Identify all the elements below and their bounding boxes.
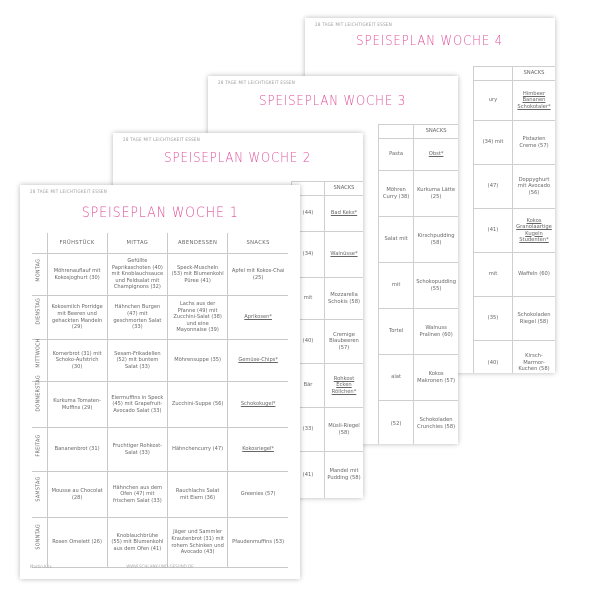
snack-cell: Himbeer Bananen Schokotaler*: [513, 81, 556, 121]
snack-cell: Schokopudding (55): [414, 263, 458, 309]
dinner-cell: Zucchini-Suppe (56): [168, 382, 228, 428]
meal-cell: mit: [292, 278, 325, 320]
footer-author: Martin Krix: [30, 564, 52, 569]
header-dinner: ABENDESSEN: [168, 233, 228, 254]
breakfast-cell: Möhrenauflauf mit Kokosjoghurt (30): [47, 254, 107, 296]
meal-cell: (34) mit: [474, 121, 513, 165]
meal-cell: (33): [292, 408, 325, 452]
snack-cell: Schokoladen Crunchies (58): [414, 401, 458, 445]
snack-cell: Kokosriegel*: [228, 428, 288, 472]
meal-cell: (41): [474, 209, 513, 253]
snack-cell: Waffeln (60): [513, 253, 556, 297]
page-supertitle: 28 TAGE MIT LEICHTIGKEIT ESSEN: [315, 22, 393, 27]
day-row: [32, 254, 288, 296]
day-label: DONNERSTAG: [32, 382, 47, 428]
snack-cell: Pfaudenmuffins (53): [228, 518, 288, 568]
snack-cell: Walnüsse*: [325, 232, 364, 278]
snack-cell: Mandel mit Pudding (58): [325, 452, 364, 498]
breakfast-cell: Rosen Omelett (26): [47, 518, 107, 568]
snack-cell: Obst*: [414, 139, 458, 171]
snack-cell: Pistazien Creme (57): [513, 121, 556, 165]
page-supertitle: 28 TAGE MIT LEICHTIGKEIT ESSEN: [30, 189, 108, 194]
meal-cell: alat: [379, 355, 414, 401]
meal-cell: (41): [292, 452, 325, 498]
meal-cell: (34): [292, 232, 325, 278]
page-title: SPEISEPLAN WOCHE 4: [356, 34, 504, 49]
snack-cell: Kurkuma Lätte (25): [414, 171, 458, 217]
snack-cell: Schokokugel*: [228, 382, 288, 428]
breakfast-cell: Kurkuma Tomaten-Muffins (29): [47, 382, 107, 428]
lunch-cell: Hähnchen aus dem Ofen (47) mit frischem Salat (33): [107, 472, 167, 518]
meal-cell: (52): [379, 401, 414, 445]
snack-cell: Greenies (57): [228, 472, 288, 518]
dinner-cell: Lachs aus der Pfanne (49) mit Zucchini-Salat (38) und eine Mayonnaise (39): [168, 296, 228, 340]
snack-cell: Walnuss Pralinen (60): [414, 309, 458, 355]
snack-cell: Mozzarella Schokis (58): [325, 278, 364, 320]
dinner-cell: Rauchlachs Salat mit Eiern (36): [168, 472, 228, 518]
meal-cell: ury: [474, 81, 513, 121]
meal-cell: (40): [292, 320, 325, 364]
snack-cell: Doppyghurt mit Avocado (56): [513, 165, 556, 209]
header-snacks: SNACKS: [228, 233, 288, 254]
meal-cell: Tortel: [379, 309, 414, 355]
day-label: DIENSTAG: [32, 296, 47, 340]
meal-cell: mit: [379, 263, 414, 309]
corner-cell: [32, 233, 47, 254]
day-label: SONNTAG: [32, 518, 47, 568]
meal-cell: (35): [474, 297, 513, 341]
snack-cell: Aprikosen*: [228, 296, 288, 340]
day-label: FREITAG: [32, 428, 47, 472]
lunch-cell: Knoblauchbrühe (55) mit Blumenkohl aus dem Ofen (41): [107, 518, 167, 568]
meal-cell: (47): [474, 165, 513, 209]
breakfast-cell: Kornerbrot (31) mit Schoko-Aufstrich (30): [47, 340, 107, 382]
lunch-cell: Hähnchen Burgen (47) mit geschmorten Salat (33): [107, 296, 167, 340]
meal-table: [378, 124, 458, 444]
snacks-header: SNACKS: [513, 67, 556, 81]
snack-cell: Schokoladen Riegel (58): [513, 297, 556, 341]
meal-cell: Salat mit: [379, 217, 414, 263]
page-supertitle: 28 TAGE MIT LEICHTIGKEIT ESSEN: [218, 80, 296, 85]
meal-cell: mit: [474, 253, 513, 297]
snack-cell: Müsli-Riegel (58): [325, 408, 364, 452]
snacks-header: SNACKS: [325, 182, 364, 196]
meal-table: [473, 66, 555, 373]
day-row: [32, 428, 288, 472]
page-supertitle: 28 TAGE MIT LEICHTIGKEIT ESSEN: [123, 137, 201, 142]
dinner-cell: Speck-Muscheln (53) mit Blumenkohl Püree (41): [168, 254, 228, 296]
snack-cell: Bad Keks*: [325, 196, 364, 232]
breakfast-cell: Bananenbrot (31): [47, 428, 107, 472]
breakfast-cell: Mousse au Chocolat (28): [47, 472, 107, 518]
day-label: MITTWOCH: [32, 340, 47, 382]
header-lunch: MITTAG: [107, 233, 167, 254]
page-title: SPEISEPLAN WOCHE 1: [81, 205, 239, 221]
snack-cell: Kokos Granolaartige Kugeln Studenten*: [513, 209, 556, 253]
page-week-1: [20, 185, 300, 579]
lunch-cell: Fruchtiger Rohkost-Salat (33): [107, 428, 167, 472]
meal-cell: Möhren Curry (38): [379, 171, 414, 217]
breakfast-cell: Kokosmilch Porridge mit Beeren und gehackten Mandeln (29): [47, 296, 107, 340]
snack-cell: Kokos Makronen (57): [414, 355, 458, 401]
header-breakfast: FRÜHSTÜCK: [47, 233, 107, 254]
day-row: [32, 472, 288, 518]
meal-cell: Pasta: [379, 139, 414, 171]
day-row: [32, 382, 288, 428]
footer-website: WWW.SCHLANK-UND-GESUND.DE: [126, 564, 194, 569]
dinner-cell: Hähnchencurry (47): [168, 428, 228, 472]
snack-cell: Cremige Blaubeeren (57): [325, 320, 364, 364]
day-row: [32, 518, 288, 568]
dinner-cell: Jäger und Sammler Krautenbrot (31) mit rohem Schinken und Avocado (43): [168, 518, 228, 568]
snack-cell: Rohkost Ecken Röllchen*: [325, 364, 364, 408]
snack-cell: Kirschpudding (58): [414, 217, 458, 263]
lunch-cell: Eiermuffins in Speck (45) mit Grapefruit-Avocado Salat (33): [107, 382, 167, 428]
snack-cell: Apfel mit Kokos-Chai (25): [228, 254, 288, 296]
snacks-header: SNACKS: [414, 125, 458, 139]
day-label: SAMSTAG: [32, 472, 47, 518]
meal-plan-table: [32, 233, 288, 568]
meal-cell: (44): [292, 196, 325, 232]
snack-cell: Kirsch-Marmor-Kuchen (58): [513, 341, 556, 374]
lunch-cell: Gefüllte Paprikaschoten (40) mit Knoblauchsauce und Feldsalat mit Champignons (32): [107, 254, 167, 296]
day-row: [32, 296, 288, 340]
meal-table: [291, 181, 363, 498]
page-title: SPEISEPLAN WOCHE 2: [164, 151, 312, 166]
snack-cell: Gemüse-Chips*: [228, 340, 288, 382]
day-label: MONTAG: [32, 254, 47, 296]
dinner-cell: Möhrensuppe (35): [168, 340, 228, 382]
meal-cell: (40): [474, 341, 513, 374]
day-row: [32, 340, 288, 382]
meal-cell: Bär: [292, 364, 325, 408]
lunch-cell: Sesam-Frikadellen (52) mit buntem Salat (33): [107, 340, 167, 382]
page-title: SPEISEPLAN WOCHE 3: [259, 94, 407, 109]
